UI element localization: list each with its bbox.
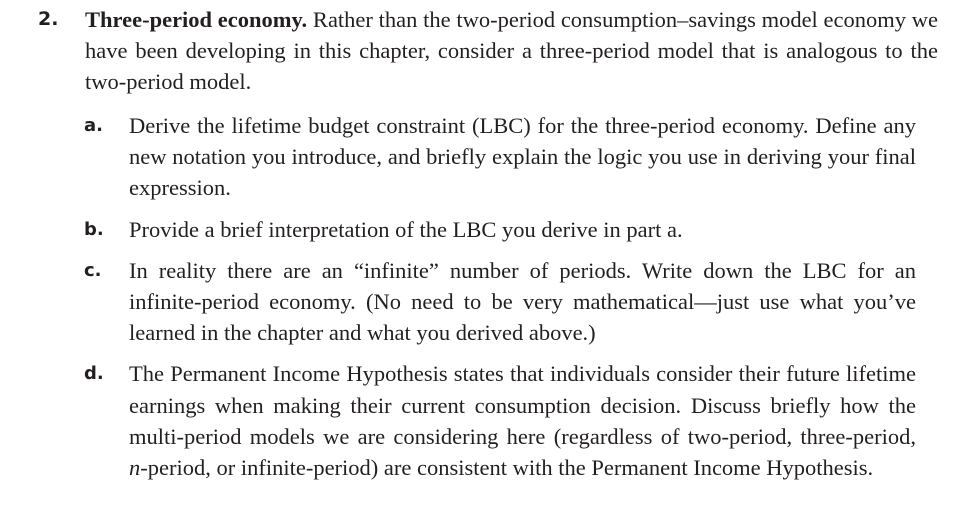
part-letter: c. [84, 259, 102, 281]
problem-parts [84, 110, 916, 493]
part-text-end: -period, or infinite-period) are consistent with the Permanent Income Hypothesis. [140, 455, 874, 481]
italic-n: n [129, 455, 141, 481]
problem-2 [38, 4, 938, 98]
problem-number: 2. [38, 8, 59, 30]
part-letter: d. [84, 363, 104, 385]
part-text: Derive the lifetime budget constraint (LBC) for the three-period economy. Define any new notation you introduce, and briefly explain the logic you use in deriving your final expression. [129, 113, 916, 201]
problem-title: Three-period economy. [85, 7, 308, 32]
part-text [129, 358, 916, 483]
part-text-start: The Permanent Income Hypothesis states that individuals consider their future lifetime earnings when making their current consumption decision. Discuss briefly how the multi-period models we are considering here (regardless of two-period, three-period, [129, 361, 916, 449]
part-letter: b. [84, 218, 104, 240]
part-b [84, 214, 916, 245]
problem-body: Rather than the two-period consumption–savings model economy we have been developing in this chapter, consider a three-period model that is analogous to the two-period model. [85, 7, 939, 95]
part-d [84, 358, 916, 483]
problem-statement [85, 4, 938, 98]
part-letter: a. [84, 115, 103, 136]
part-text: Provide a brief interpretation of the LBC you derive in part a. [129, 216, 683, 242]
part-c [84, 255, 916, 349]
part-a [84, 110, 916, 204]
part-text: In reality there are an “infinite” number of periods. Write down the LBC for an infinite-period economy. (No need to be very mathematical—just use what you’ve learned in the chapter and what you derived above.) [129, 257, 916, 346]
